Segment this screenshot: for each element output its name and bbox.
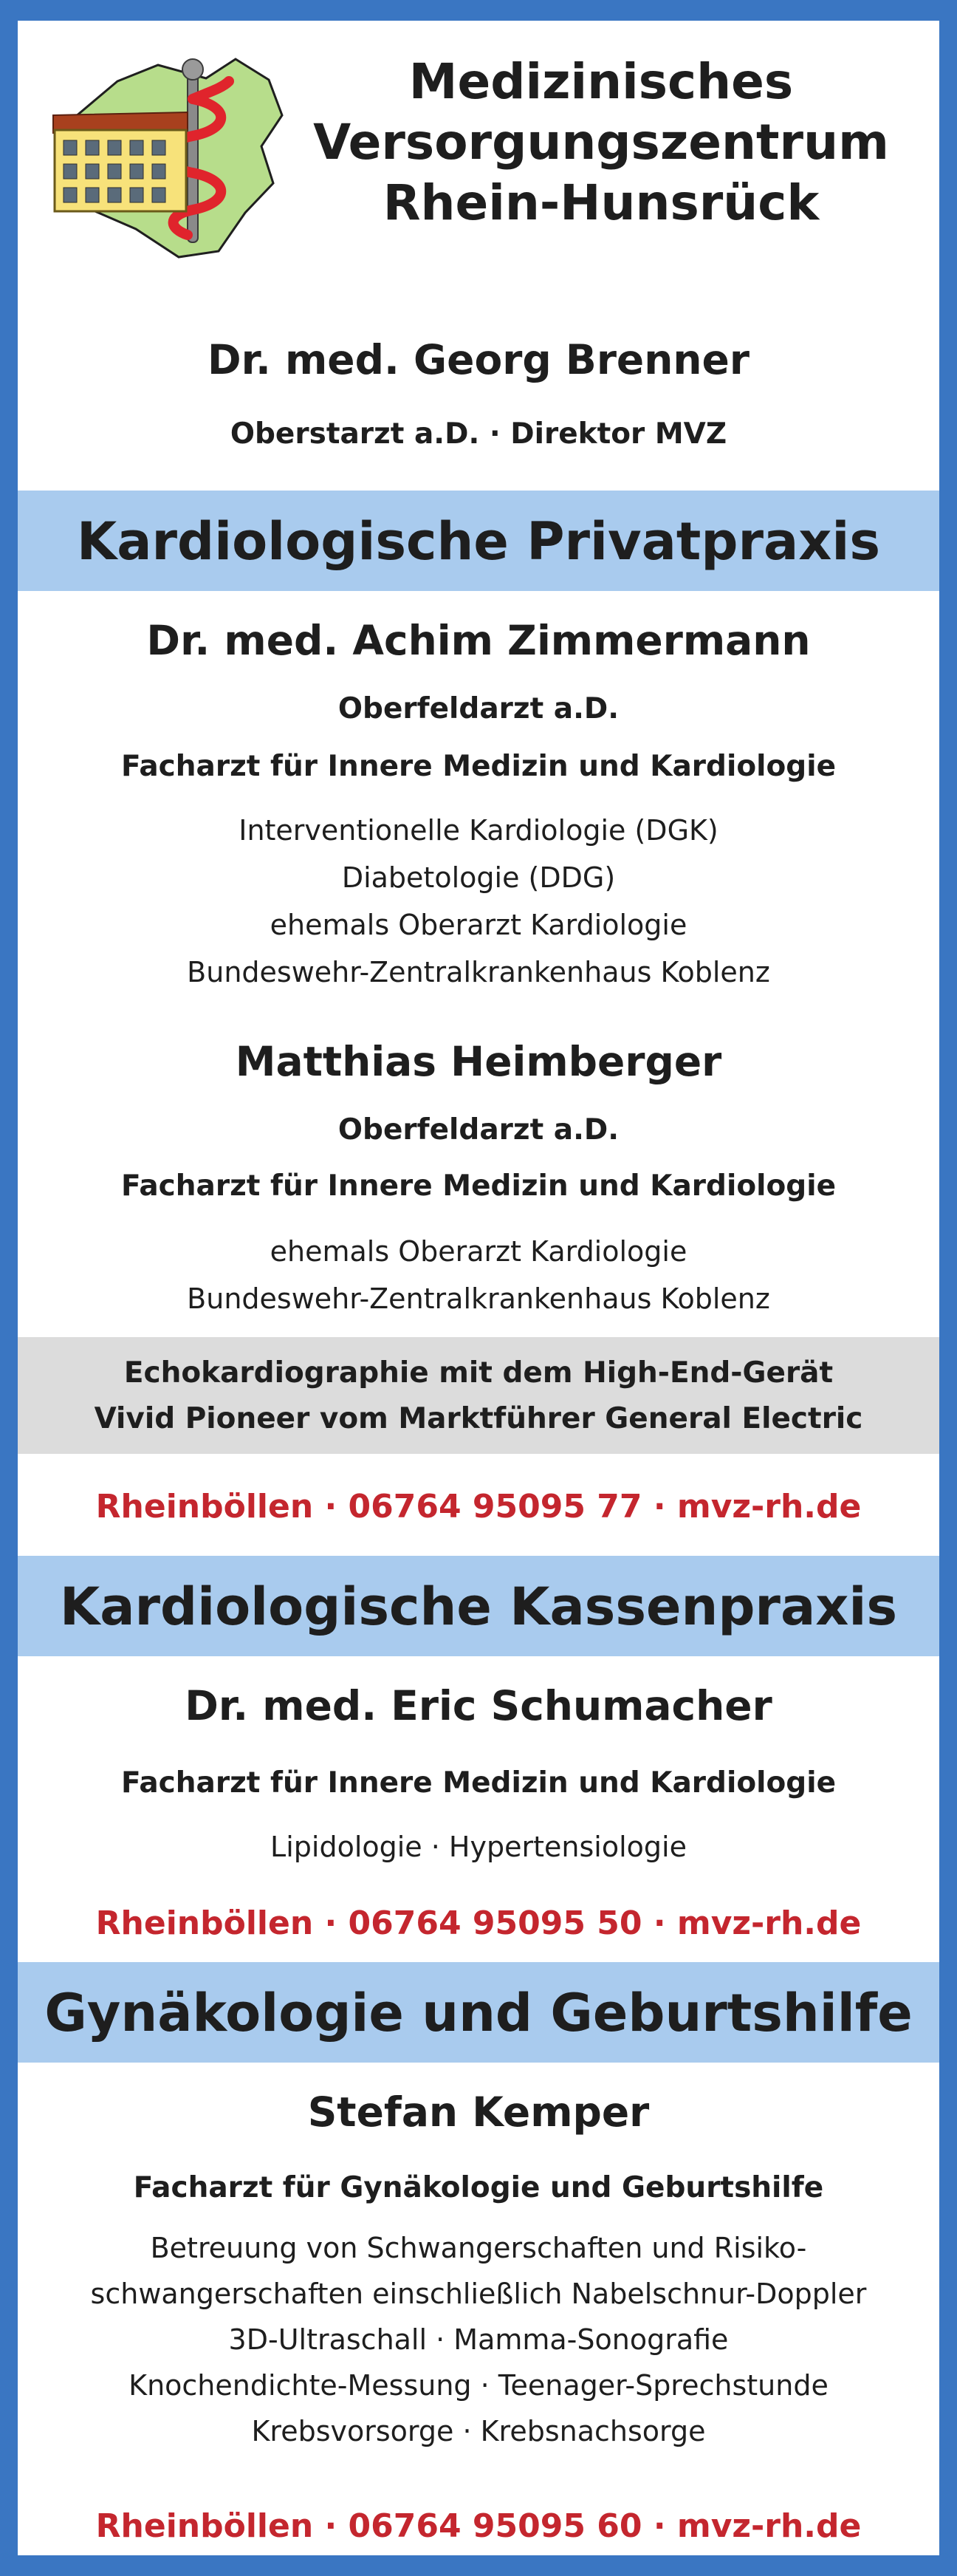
- mvz-logo: [47, 35, 298, 279]
- detail-line: Krebsvorsorge · Krebsnachsorge: [251, 2415, 706, 2447]
- doctor-specialty: Facharzt für Gynäkologie und Geburtshilfe: [133, 2171, 824, 2204]
- detail-line: Betreuung von Schwangerschaften und Risiko-: [150, 2232, 807, 2264]
- detail-line: Bundeswehr-Zentralkrankenhaus Koblenz: [187, 1282, 770, 1315]
- detail-line: ehemals Oberarzt Kardiologie: [270, 1235, 687, 1268]
- echo-text: [18, 1350, 939, 1442]
- header-title: [276, 52, 926, 233]
- section-title-privatpraxis: Kardiologische Privatpraxis: [76, 511, 881, 572]
- detail-line: Diabetologie (DDG): [341, 861, 616, 894]
- doctor-specialty: Facharzt für Innere Medizin und Kardiologie: [120, 1169, 837, 1203]
- doctor-rank: Oberfeldarzt a.D.: [337, 1113, 620, 1147]
- doctor-details: [18, 2225, 939, 2454]
- contact-line: Rheinböllen · 06764 95095 60 · mvz-rh.de: [95, 2507, 862, 2545]
- doctor-details: [18, 1228, 939, 1322]
- detail-line: Knochendichte-Messung · Teenager-Sprechstunde: [128, 2369, 829, 2402]
- doctor-details: [18, 1823, 939, 1870]
- section-title-gynaekologie: Gynäkologie und Geburtshilfe: [44, 1983, 913, 2043]
- detail-line: Bundeswehr-Zentralkrankenhaus Koblenz: [187, 956, 770, 988]
- header-title-line-2: Versorgungszentrum: [313, 114, 889, 171]
- doctor-details: [18, 807, 939, 996]
- doctor-rank: Oberfeldarzt a.D.: [337, 692, 620, 725]
- doctor-specialty: Facharzt für Innere Medizin und Kardiologie: [120, 1766, 837, 1800]
- doctor-name: Dr. med. Eric Schumacher: [185, 1682, 772, 1729]
- detail-line: ehemals Oberarzt Kardiologie: [270, 909, 687, 941]
- section-title-kassenpraxis: Kardiologische Kassenpraxis: [59, 1576, 897, 1637]
- detail-line: schwangerschaften einschließlich Nabelschnur-Doppler: [90, 2278, 867, 2310]
- echo-line: Echokardiographie mit dem High-End-Gerät: [123, 1356, 834, 1390]
- detail-line: Lipidologie · Hypertensiologie: [270, 1831, 687, 1863]
- director-title: Oberstarzt a.D. · Direktor MVZ: [230, 417, 727, 451]
- header-title-line-3: Rhein-Hunsrück: [383, 174, 820, 231]
- doctor-name: Dr. med. Achim Zimmermann: [146, 617, 811, 664]
- header-title-line-1: Medizinisches: [408, 53, 794, 110]
- contact-line: Rheinböllen · 06764 95095 50 · mvz-rh.de: [95, 1904, 862, 1942]
- detail-line: Interventionelle Kardiologie (DGK): [239, 814, 718, 847]
- ad-card: [18, 21, 939, 2555]
- doctor-specialty: Facharzt für Innere Medizin und Kardiologie: [120, 750, 837, 783]
- echo-line: Vivid Pioneer vom Marktführer General Electric: [94, 1402, 863, 1435]
- detail-line: 3D-Ultraschall · Mamma-Sonografie: [228, 2323, 729, 2356]
- doctor-name: Matthias Heimberger: [235, 1038, 722, 1085]
- doctor-name: Stefan Kemper: [307, 2088, 650, 2136]
- director-name: Dr. med. Georg Brenner: [207, 336, 750, 383]
- contact-line: Rheinböllen · 06764 95095 77 · mvz-rh.de: [95, 1488, 862, 1526]
